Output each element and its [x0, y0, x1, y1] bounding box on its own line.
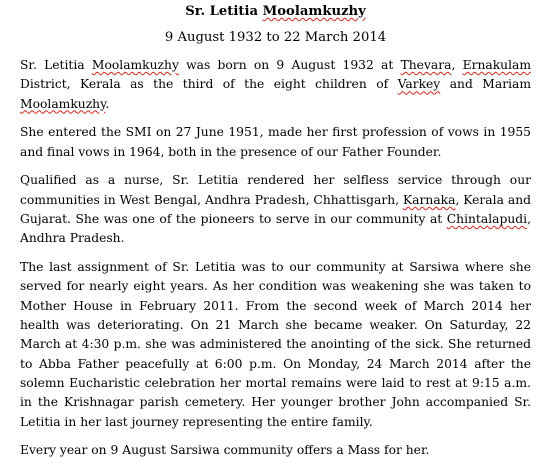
misspelled-word: Chintalapudi	[446, 212, 528, 227]
text-run: District, Kerala as the third of the eight children of	[20, 77, 398, 92]
text-run: .	[105, 96, 110, 111]
text-run: ,	[451, 58, 463, 72]
paragraph-service	[20, 171, 531, 248]
text-run: was born on 9 August 1932 at	[178, 58, 401, 72]
misspelled-word: Ernakulam	[462, 58, 531, 72]
document-page	[20, 3, 531, 470]
paragraph-birth	[20, 56, 531, 114]
document-title	[20, 3, 531, 21]
text-run: , Andhra Pradesh.	[20, 212, 531, 246]
misspelled-word: Karnaka	[403, 192, 456, 207]
paragraph-remembrance: Every year on 9 August Sarsiwa community offers a Mass for her.	[20, 443, 430, 458]
life-dates: 9 August 1932 to 22 March 2014	[164, 30, 387, 45]
text-run: Sr. Letitia	[20, 58, 92, 72]
misspelled-word: Moolamkuzhy	[91, 58, 179, 72]
paragraph-vows: She entered the SMI on 27 June 1951, made her first profession of vows in 1955 and final vows in 1964, both in the presence of our Father Founder.	[20, 125, 531, 159]
misspelled-word: Thevara	[400, 58, 452, 72]
paragraph-last-assignment: The last assignment of Sr. Letitia was to our community at Sarsiwa where she served for nearly eight years. As her condition was weakening she was taken to Mother House in February 2011. From the second week of March 2014 her health was deteriorating. On 21 March she became weaker. On Saturday, 22 March at 4:30 p.m. she was administered the anointing of the sick. She returned to Abba Father peacefully at 6:00 p.m. On Monday, 24 March 2014 after the solemn Eucharistic celebration her mortal remains were laid to rest at 9:15 a.m. in the Krishnagar parish cemetery. Her younger brother John accompanied Sr. Letitia in her last journey representing the entire family.	[20, 260, 531, 429]
title-prefix: Sr. Letitia	[185, 4, 263, 19]
text-run: and Mariam	[440, 77, 531, 92]
misspelled-word: Moolamkuzhy	[20, 96, 106, 111]
text-run: , Kerala and Gujarat. She was one of the pioneers to serve in our community at	[20, 192, 531, 227]
title-surname-misspelled: Moolamkuzhy	[262, 4, 366, 19]
misspelled-word: Varkey	[397, 77, 441, 92]
text-run: Qualified as a nurse, Sr. Letitia rendered her selfless service through our communities in West Bengal, Andhra Pradesh, Chhattisgarh,	[20, 173, 531, 207]
